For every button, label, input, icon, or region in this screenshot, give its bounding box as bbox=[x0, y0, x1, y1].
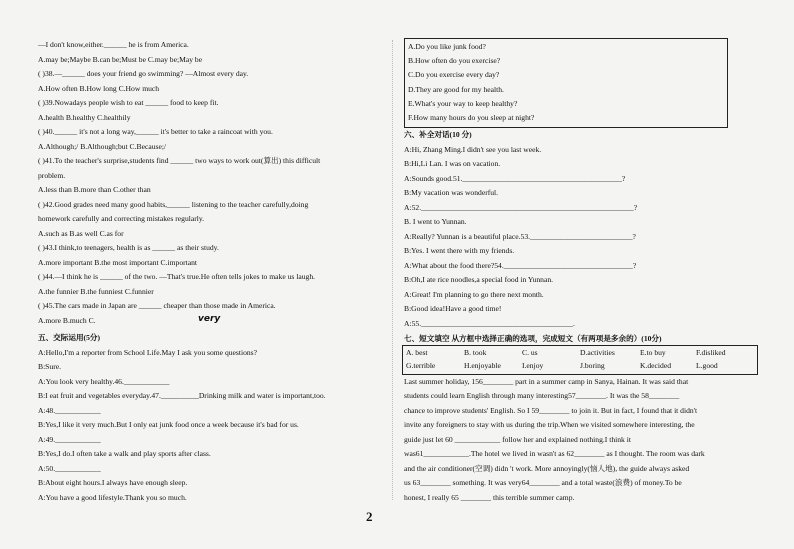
options-line: A.Although;/ B.Although;but C.Because;/ bbox=[38, 142, 167, 151]
dialogue-line: A:55.________________________________________. bbox=[404, 319, 575, 328]
options-line: A.more B.much C. bbox=[38, 316, 96, 325]
dialogue-line: B:Yes. I went there with my friends. bbox=[404, 246, 515, 255]
question-42: ( )42.Good grades need many good habits,______ listening to the teacher carefully,doing bbox=[38, 200, 309, 209]
dialogue-line: A:Sounds good.51.__________________________________________? bbox=[404, 174, 626, 183]
dialogue-line: B:Yes,I do.I often take a walk and play sports after class. bbox=[38, 449, 211, 458]
section-7-title: 七、短文填空 从方框中选择正确的选项，完成短文（有两项是多余的）(10分) bbox=[404, 334, 662, 343]
dialogue-line: B:Yes,I like it very much.But I only eat junk food once a week because it's bad for us. bbox=[38, 420, 299, 429]
word-bank-item: I.enjoy bbox=[522, 361, 544, 370]
option-item: F.How many hours do you sleep at night? bbox=[408, 113, 535, 122]
dialogue-line: A:Great! I'm planning to go there next month. bbox=[404, 290, 544, 299]
option-item: D.They are good for my health. bbox=[408, 85, 504, 94]
options-line: A.health B.healthy C.healthily bbox=[38, 113, 131, 122]
handwritten-answer: very bbox=[198, 314, 221, 324]
question-39: ( )39.Nowadays people wish to eat ______ food to keep fit. bbox=[38, 98, 219, 107]
passage-line: chance to improve students' English. So I 59________ to join it. But in fact, I found that it didn't bbox=[404, 406, 698, 415]
option-item: E.What's your way to keep healthy? bbox=[408, 99, 518, 108]
dialogue-line: A:You look very healthy.46.____________ bbox=[38, 377, 170, 386]
question-41: ( )41.To the teacher's surprise,students find ______ two ways to work out(算出) this difficult bbox=[38, 156, 321, 165]
dialogue-line: B:About eight hours.I always have enough sleep. bbox=[38, 478, 188, 487]
dialogue-line: B. I went to Yunnan. bbox=[404, 217, 467, 226]
text-line: homework carefully and correcting mistakes regularly. bbox=[38, 214, 205, 223]
column-divider bbox=[392, 40, 393, 500]
word-bank-item: K.decided bbox=[640, 361, 671, 370]
dialogue-line: B:Hi,Li Lan. I was on vacation. bbox=[404, 159, 501, 168]
passage-line: us 63________ something. It was very64________ and a total waste(浪费) of money.To be bbox=[404, 478, 682, 487]
word-bank-item: J.boring bbox=[580, 361, 605, 370]
passage-line: invite any foreigners to stay with us during the trip.When we visited somewhere interesting, the bbox=[404, 420, 695, 429]
word-bank-item: L.good bbox=[696, 361, 718, 370]
options-line: A.may be;Maybe B.can be;Must be C.may be;May be bbox=[38, 55, 203, 64]
options-line: A.less than B.more than C.other than bbox=[38, 185, 151, 194]
passage-line: Last summer holiday, 156________ part in a summer camp in Sanya, Hainan. It was said that bbox=[404, 377, 689, 386]
question-40: ( )40.______ it's not a long way,______ it's better to take a raincoat with you. bbox=[38, 127, 273, 136]
dialogue-line: A:Hello,I'm a reporter from School Life.May I ask you some questions? bbox=[38, 348, 258, 357]
word-bank-item: F.disliked bbox=[696, 348, 726, 357]
text-line: —I don't know,either.______ he is from America. bbox=[38, 40, 189, 49]
dialogue-line: A:Really? Yunnan is a beautiful place.53.___________________________? bbox=[404, 232, 636, 241]
text-line: problem. bbox=[38, 171, 66, 180]
dialogue-line: A:You have a good lifestyle.Thank you so much. bbox=[38, 493, 187, 502]
word-bank-item: C. us bbox=[522, 348, 538, 357]
word-bank-item: E.to buy bbox=[640, 348, 666, 357]
option-item: A.Do you like junk food? bbox=[408, 42, 486, 51]
passage-line: and the air conditioner(空调) didn 't work. More annoyingly(恼人地), the guide always asked bbox=[404, 464, 690, 473]
option-item: C.Do you exercise every day? bbox=[408, 70, 500, 79]
word-bank-item: B. took bbox=[464, 348, 487, 357]
passage-line: students could learn English through many interesting57________. It was the 58________ bbox=[404, 391, 680, 400]
passage-line: guide just let 60 ____________ follow her and explained nothing.I think it bbox=[404, 435, 631, 444]
dialogue-line: A:Hi, Zhang Ming.I didn't see you last week. bbox=[404, 145, 542, 154]
dialogue-line: A:52.________________________________________________________? bbox=[404, 203, 638, 212]
options-line: A.such as B.as well C.as for bbox=[38, 229, 124, 238]
dialogue-line: B:Good idea!Have a good time! bbox=[404, 304, 502, 313]
dialogue-line: B:I eat fruit and vegetables everyday.47.__________Drinking milk and water is important,too. bbox=[38, 391, 326, 400]
dialogue-line: A:What about the food there?54.__________________________________? bbox=[404, 261, 637, 270]
question-45: ( )45.The cars made in Japan are ______ cheaper than those made in America. bbox=[38, 301, 276, 310]
question-38: ( )38.—______ does your friend go swimming? —Almost every day. bbox=[38, 69, 249, 78]
dialogue-line: B:Oh,I ate rice noodles,a special food in Yunnan. bbox=[404, 275, 554, 284]
dialogue-line: A:49.____________ bbox=[38, 435, 101, 444]
word-bank-item: H.enjoyable bbox=[464, 361, 501, 370]
dialogue-line: B:Sure. bbox=[38, 362, 61, 371]
word-bank-item: G.terrible bbox=[406, 361, 436, 370]
section-5-title: 五、交际运用(5分) bbox=[38, 333, 101, 342]
section-6-title: 六、补全对话(10 分) bbox=[404, 130, 472, 139]
question-44: ( )44.—I think he is ______ of the two. —That's true.He often tells jokes to make us laugh. bbox=[38, 272, 316, 281]
dialogue-line: A:48.____________ bbox=[38, 406, 101, 415]
passage-line: honest, I really 65 ________ this terrible summer camp. bbox=[404, 493, 575, 502]
word-bank-item: A. best bbox=[406, 348, 428, 357]
word-bank-item: D.activities bbox=[580, 348, 615, 357]
options-line: A.more important B.the most important C.important bbox=[38, 258, 198, 267]
page-number: 2 bbox=[366, 509, 373, 524]
options-line: A.the funnier B.the funniest C.funnier bbox=[38, 287, 154, 296]
option-item: B.How often do you exercise? bbox=[408, 56, 501, 65]
passage-line: was61____________.The hotel we lived in wasn't as 62________ as I thought. The room was dark bbox=[404, 449, 705, 458]
dialogue-line: B:My vacation was wonderful. bbox=[404, 188, 499, 197]
options-line: A.How often B.How long C.How much bbox=[38, 84, 160, 93]
dialogue-line: A:50.____________ bbox=[38, 464, 101, 473]
question-43: ( )43.I think,to teenagers, health is as ______ as their study. bbox=[38, 243, 219, 252]
